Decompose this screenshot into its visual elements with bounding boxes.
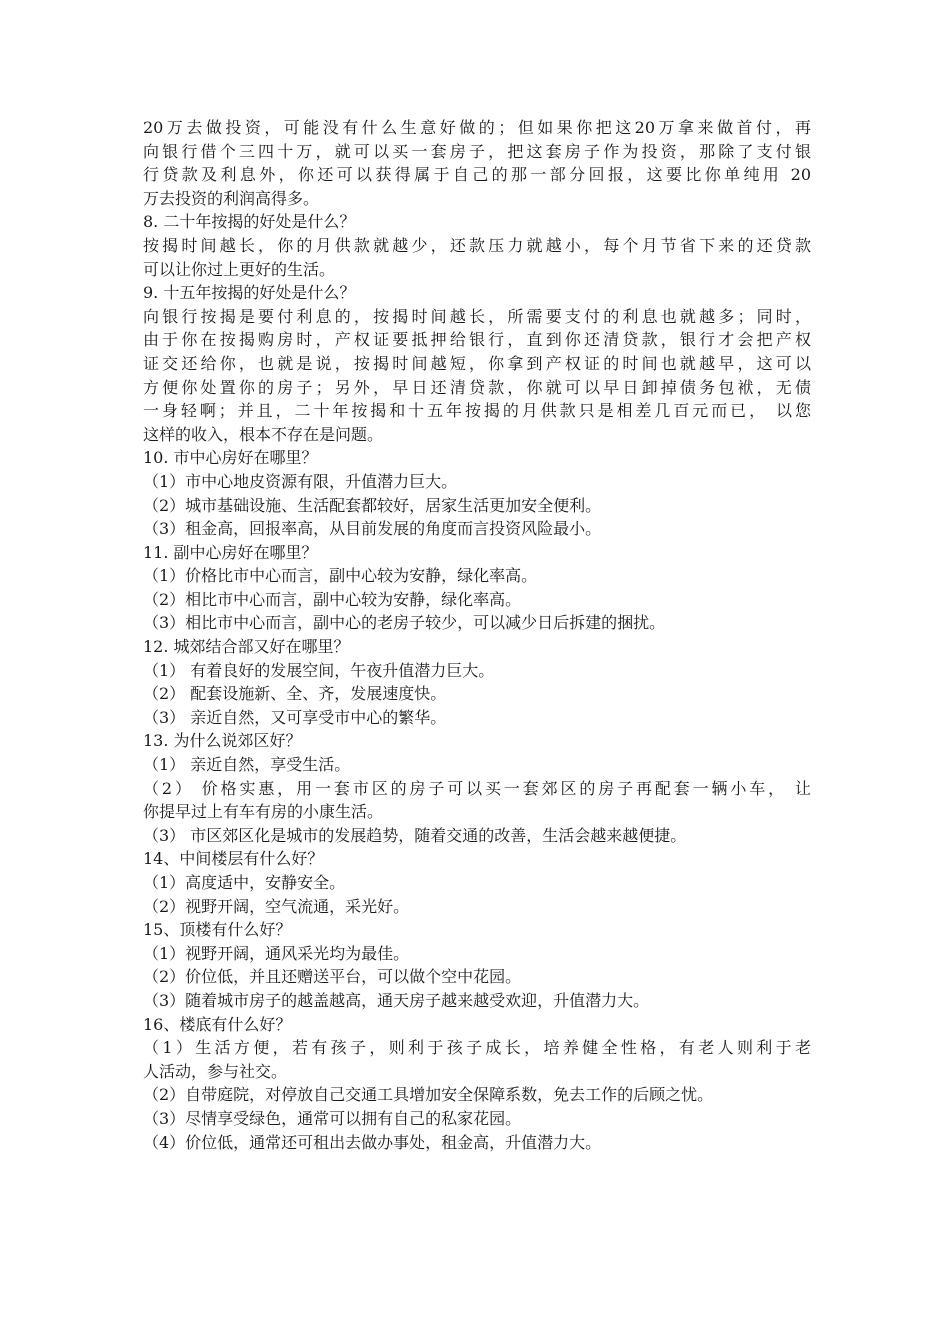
text-line: （3） 市区郊区化是城市的发展趋势，随着交通的改善，生活会越来越便捷。 — [143, 825, 687, 845]
text-line: （1）视野开阔，通风采光均为最佳。 — [143, 943, 410, 963]
text-line: （2）视野开阔，空气流通，采光好。 — [143, 896, 410, 916]
text-line: （2）自带庭院，对停放自己交通工具增加安全保障系数，免去工作的后顾之忧。 — [143, 1085, 714, 1105]
text-line: （1） 亲近自然，享受生活。 — [143, 755, 351, 775]
document-page — [143, 116, 811, 1154]
text-line: 证交还给你，也就是说，按揭时间越短，你拿到产权证的时间也就越早，这可以 — [143, 353, 811, 373]
text-line: 人活动，参与社交。 — [143, 1061, 288, 1081]
text-line: （2）相比市中心而言，副中心较为安静，绿化率高。 — [143, 589, 522, 609]
text-line: （2） 配套设施新、全、齐，发展速度快。 — [143, 684, 447, 704]
text-line: 12. 城郊结合部又好在哪里？ — [143, 637, 350, 657]
text-line: 11. 副中心房好在哪里？ — [143, 542, 318, 562]
text-line: 15、顶楼有什么好？ — [143, 920, 292, 940]
text-line: 万去投资的利润高得多。 — [143, 188, 320, 208]
text-line: 方便你处置你的房子；另外，早日还清贷款，你就可以早日卸掉债务包袱，无债 — [143, 377, 811, 397]
text-line: 14、中间楼层有什么好？ — [143, 849, 324, 869]
text-line: （1）价格比市中心而言，副中心较为安静，绿化率高。 — [143, 566, 538, 586]
text-line: （2） 价格实惠，用一套市区的房子可以买一套郊区的房子再配套一辆小车， 让 — [143, 778, 811, 798]
text-line: 13. 为什么说郊区好？ — [143, 731, 302, 751]
text-line: 9. 十五年按揭的好处是什么？ — [143, 283, 356, 303]
text-line: （2）价位低，并且还赠送平台，可以做个空中花园。 — [143, 967, 522, 987]
text-line: 你提早过上有车有房的小康生活。 — [143, 802, 384, 822]
text-line: 16、楼底有什么好？ — [143, 1014, 292, 1034]
text-line: 8. 二十年按揭的好处是什么？ — [143, 212, 356, 232]
text-line: （4）价位低，通常还可租出去做办事处，租金高，升值潜力大。 — [143, 1132, 602, 1152]
text-line: 20万去做投资，可能没有什么生意好做的；但如果你把这20万拿来做首付，再 — [143, 118, 811, 137]
text-line: 由于你在按揭购房时，产权证要抵押给银行，直到你还清贷款，银行才会把产权 — [143, 330, 811, 350]
text-line: （3）尽情享受绿色，通常可以拥有自己的私家花园。 — [143, 1108, 522, 1128]
text-line: （1）生活方便，若有孩子，则利于孩子成长，培养健全性格，有老人则利于老 — [143, 1038, 811, 1058]
text-line: （3）租金高，回报率高，从目前发展的角度而言投资风险最小。 — [143, 519, 602, 539]
text-line: （3）相比市中心而言，副中心的老房子较少，可以减少日后拆建的捆扰。 — [143, 613, 666, 633]
text-line: 行贷款及利息外，你还可以获得属于自己的那一部分回报，这要比你单纯用 20 — [143, 165, 811, 185]
text-line: 可以让你过上更好的生活。 — [143, 259, 336, 279]
text-line: （1）高度适中，安静安全。 — [143, 873, 346, 892]
text-line: 这样的收入，根本不存在是问题。 — [143, 424, 384, 444]
text-line: 向银行借个三四十万，就可以买一套房子，把这套房子作为投资，那除了支付银 — [143, 141, 811, 161]
text-line: （3）随着城市房子的越盖越高，通天房子越来越受欢迎，升值潜力大。 — [143, 990, 650, 1010]
text-line: （3） 亲近自然，又可享受市中心的繁华。 — [143, 707, 447, 727]
text-line: （2）城市基础设施、生活配套都较好，居家生活更加安全便利。 — [143, 495, 602, 515]
text-line: 一身轻啊；并且，二十年按揭和十五年按揭的月供款只是相差几百元而已， 以您 — [143, 401, 811, 421]
text-line: 10. 市中心房好在哪里？ — [143, 448, 318, 468]
text-line: （1） 有着良好的发展空间，午夜升值潜力巨大。 — [143, 660, 495, 680]
text-line: 向银行按揭是要付利息的，按揭时间越长，所需要支付的利息也就越多；同时， — [143, 306, 811, 326]
text-line: （1）市中心地皮资源有限，升值潜力巨大。 — [143, 471, 458, 491]
text-line: 按揭时间越长，你的月供款就越少，还款压力就越小，每个月节省下来的还贷款 — [143, 235, 811, 255]
